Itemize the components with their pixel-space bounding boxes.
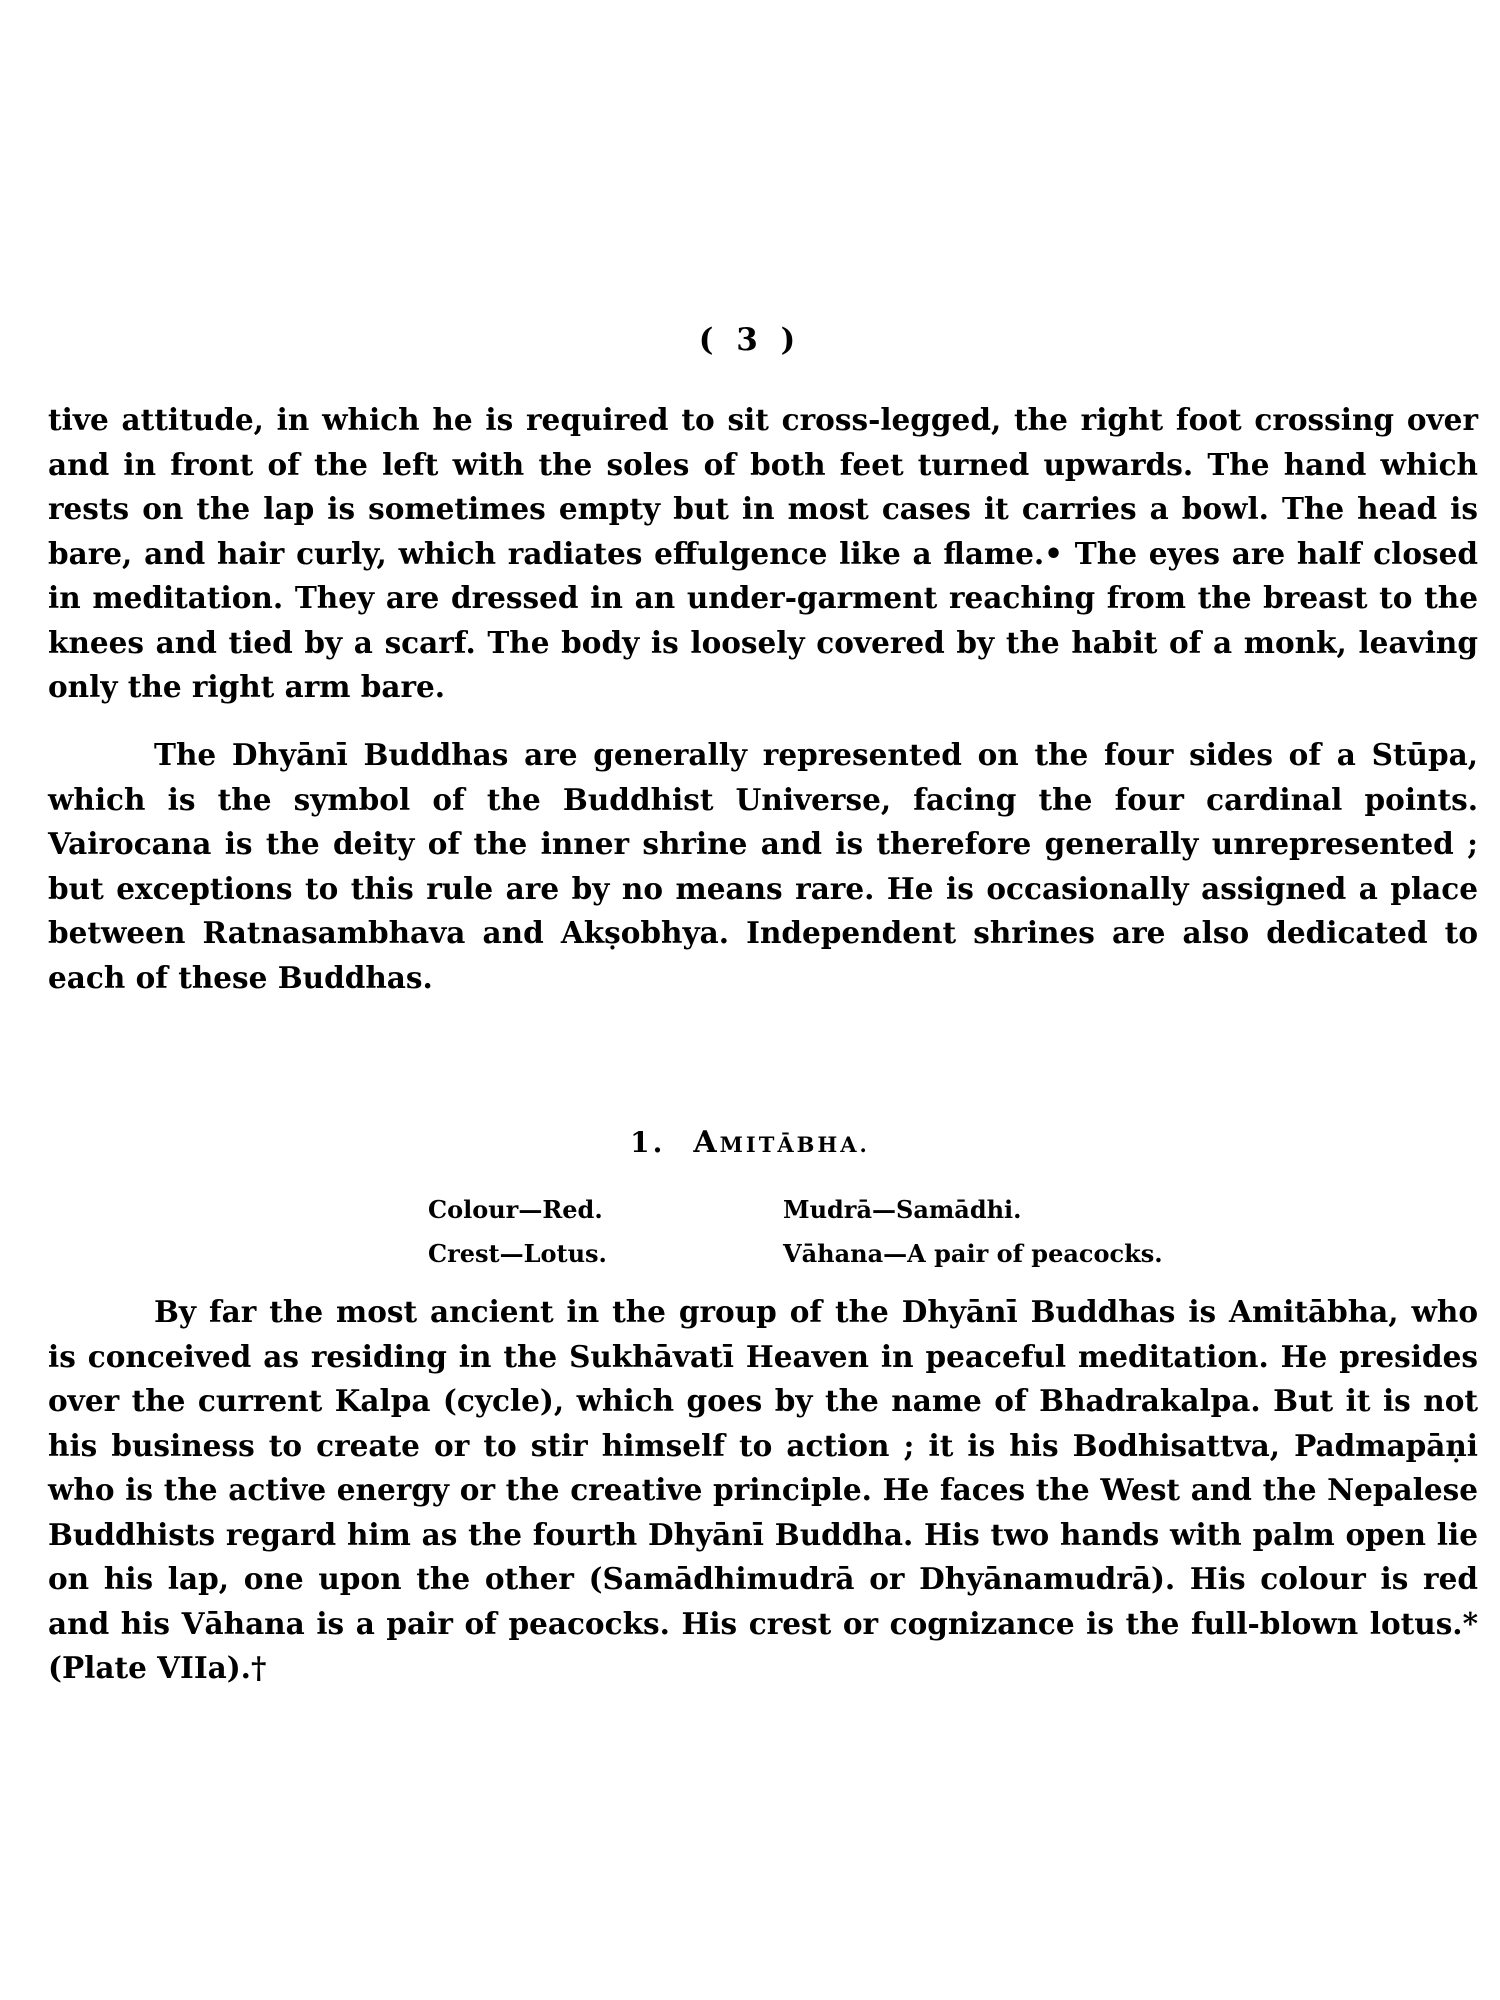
deity-attributes bbox=[428, 1188, 1308, 1276]
section-heading-amitabha bbox=[0, 1125, 1500, 1160]
attribute-vahana: Vāhana—A pair of peacocks. bbox=[783, 1239, 1163, 1268]
attributes-row bbox=[428, 1188, 1308, 1232]
paragraph-dhyani-buddhas-stupa: The Dhyānī Buddhas are generally represented on the four sides of a Stūpa, which is the symbol of the Buddhist Universe, facing the four cardinal points. Vairocana is the deity of the inner shrine and is therefore generally unrepresented ; but exceptions to this rule are by no means rare. He is occasionally assigned a place between Ratnasambhava and Akṣobhya. Independent shrines are also dedicated to each of these Buddhas. bbox=[48, 737, 1478, 995]
paragraph-amitabha-description: By far the most ancient in the group of the Dhyānī Buddhas is Amitābha, who is conceived as residing in the Sukhāvatī Heaven in peaceful meditation. He presides over the current Kalpa (cycle), which goes by the name of Bhadrakalpa. But it is not his business to create or to stir himself to action ; it is his Bodhisattva, Padmapāṇi who is the active energy or the creative principle. He faces the West and the Nepalese Buddhists regard him as the fourth Dhyānī Buddha. His two hands with palm open lie on his lap, one upon the other (Samādhimudrā or Dhyānamudrā). His colour is red and his Vāhana is a pair of peacocks. His crest or cognizance is the full-blown lotus.* (Plate VIIa).† bbox=[48, 1294, 1478, 1685]
paragraph-continuation: tive attitude, in which he is required to sit cross-legged, the right foot crossing over and in front of the left with the soles of both feet turned upwards. The hand which rests on the lap is sometimes empty but in most cases it carries a bowl. The head is bare, and hair curly, which radiates effulgence like a flame.• The eyes are half closed in meditation. They are dressed in an under-garment reaching from the breast to the knees and tied by a scarf. The body is loosely covered by the habit of a monk, leaving only the right arm bare. bbox=[48, 402, 1478, 704]
attribute-mudra: Mudrā—Samādhi. bbox=[783, 1195, 1022, 1224]
attributes-row bbox=[428, 1232, 1308, 1276]
attribute-crest: Crest—Lotus. bbox=[428, 1239, 607, 1268]
section-title-initial: A bbox=[693, 1125, 720, 1160]
section-title-rest: MITĀBHA. bbox=[719, 1132, 870, 1157]
page-number: ( 3 ) bbox=[698, 322, 802, 358]
section-number: 1. bbox=[630, 1126, 666, 1159]
attribute-colour: Colour—Red. bbox=[428, 1195, 603, 1224]
